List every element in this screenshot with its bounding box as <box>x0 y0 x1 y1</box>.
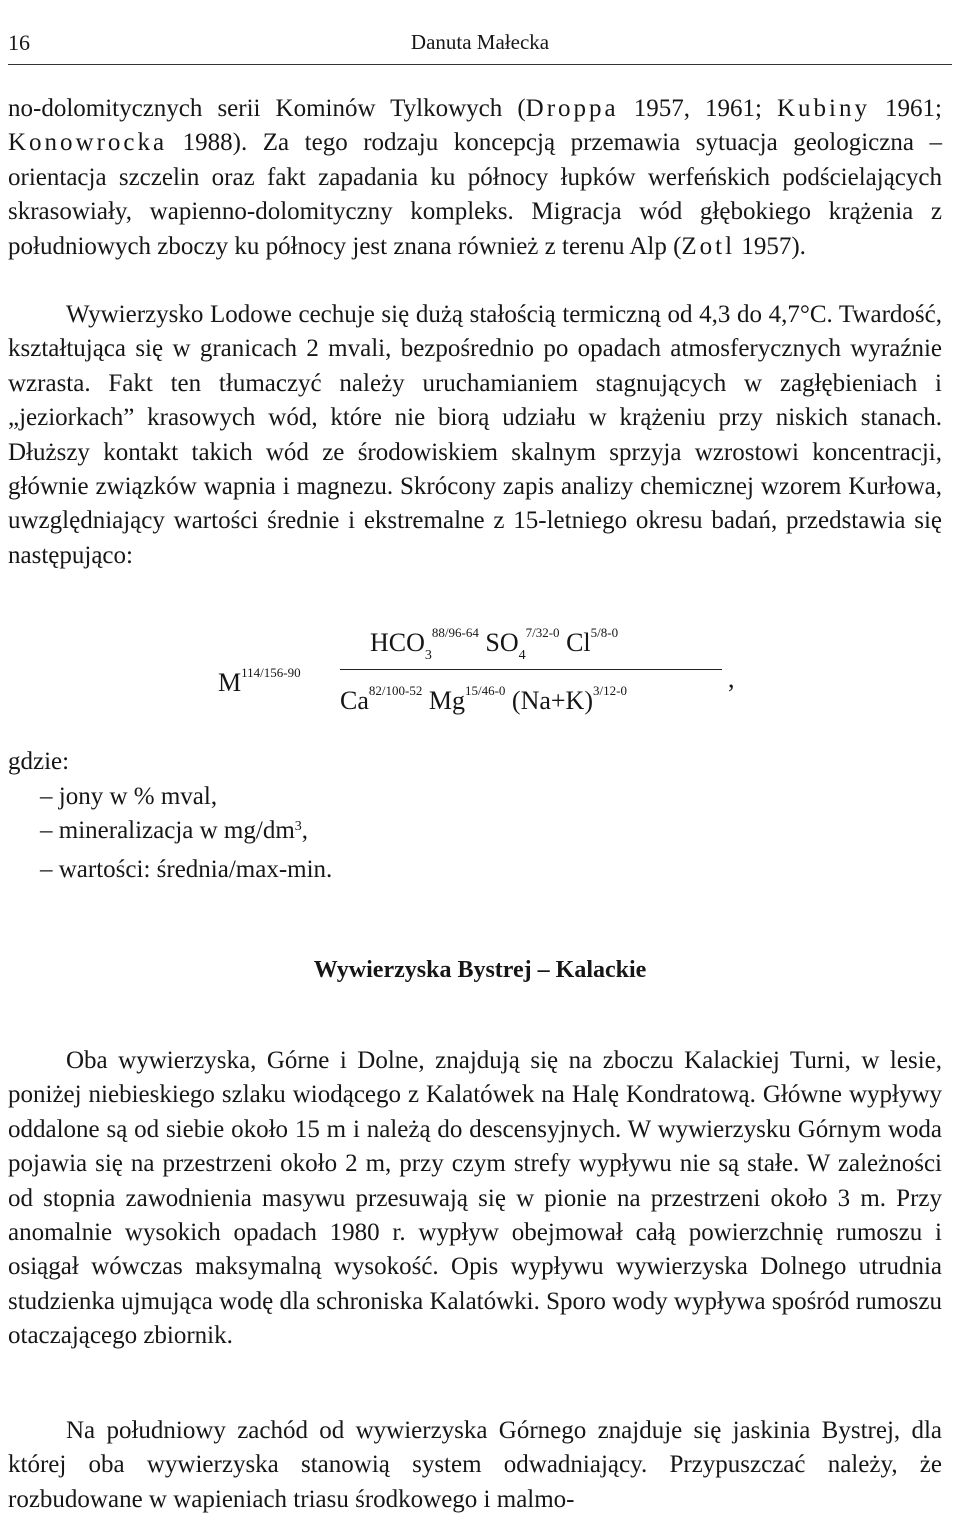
running-title: Danuta Małecka <box>410 30 550 54</box>
section-heading: Wywierzyska Bystrej – Kalackie <box>313 957 647 983</box>
citation-konowrocka: Konowrocka <box>8 129 168 157</box>
paragraph-1 <box>8 92 942 264</box>
paragraph-1-text-a: no-dolomitycznych serii Kominów Tylkowych ( <box>8 95 526 122</box>
paragraph-1-text-b: 1957, 1961; <box>618 95 777 122</box>
paragraph-3: Oba wywierzyska, Górne i Dolne, znajdują się na zboczu Kalackiej Turni, w lesie, poniżej niebieskiego szlaku wiodącego z Kalatówek na Halę Kondratową. Główne wypływy oddalone są od siebie około 15 m i należą do descensyjnych. W wywierzysku Górnym woda pojawia się na przestrzeni około 2 m, przy czym strefy wypływu nie są stałe. W zależności od stopnia zawodnienia masywu przesuwają się w pionie na przestrzeni około 3 m. Przy anomalnie wysokich opadach 1980 r. wypływ obejmował całą powierzchnię rumoszu i osiągał wówczas maksymalną wysokość. Opis wypływu wywierzyska Dolnego utrudnia studzienka ujmująca wodę dla schroniska Kalatówki. Sporo wody wypływa spośród rumoszu otaczającego zbiornik. <box>8 1047 942 1350</box>
formula-comma: , <box>728 664 735 693</box>
paragraph-1-text-c: 1961; <box>870 95 942 122</box>
legend-item: – wartości: średnia/max-min. <box>40 855 333 883</box>
legend-list <box>40 780 332 887</box>
legend-item: – mineralizacja w $mg/dm^3$, <box>40 817 309 845</box>
page-header <box>8 30 952 64</box>
header-rule <box>8 64 952 65</box>
formula-anions: $HCO_3^{88/96-64}$ $SO_4^{7/32-0}$ $Cl^{5/8-0}$ <box>370 625 619 663</box>
page-number: 16 <box>8 30 30 55</box>
legend-item: – jony w % mval, <box>40 783 218 810</box>
formula-cations: $Ca^{82/100-52}$ $Mg^{15/46-0}$ $(Na+K)^{3/12-0}$ <box>340 683 627 715</box>
kurlov-formula <box>0 620 960 745</box>
paragraph-1-text-e: 1957). <box>735 232 806 260</box>
paragraph-2: Wywierzysko Lodowe cechuje się dużą stałością termiczną od 4,3 do 4,7°C. Twardość, kształtująca się w granicach 2 mvali, bezpośrednio po opadach atmosferycznych wyraźnie wzrasta. Fakt ten tłumaczyć należy uruchamianiem stagnujących w zagłębieniach i „jeziorkach” krasowych wód, które nie biorą udziału w krążeniu przy niskich stanach. Dłuższy kontakt takich wód ze środowiskiem skalnym sprzyja wzrostowi koncentracji, głównie związków wapnia i magnezu. Skrócony zapis analizy chemicznej wzorem Kurłowa, uwzględniający wartości średnie i ekstremalne z 15-letniego okresu badań, przedstawia się następująco: <box>8 301 942 569</box>
formula-mineralization: $M^{114/156-90}$ <box>218 665 301 697</box>
formula-fraction-line <box>340 669 722 670</box>
citation-zotl: Zotl <box>681 232 736 260</box>
paragraph-1-text-d: 1988). Za tego rodzaju koncepcją przemawia sytuacja geologiczna – orientacja szczelin oraz fakt zapadania ku północy łupków werfeńskich podścielających skrasowiały, wapienno-dolomityczny kompleks. Migracja wód głębokiego krążenia z południowych zboczy ku północy jest znana również z terenu Alp ( <box>8 129 942 260</box>
legend-title: gdzie: <box>8 748 70 775</box>
citation-kubiny: Kubiny <box>777 95 870 122</box>
citation-droppa: Droppa <box>525 95 619 122</box>
paragraph-4: Na południowy zachód od wywierzyska Górnego znajduje się jaskinia Bystrej, dla której oba wywierzyska stanowią system odwadniający. Przypuszczać należy, że rozbudowane w wapieniach triasu środkowego i malmo- <box>8 1417 942 1513</box>
